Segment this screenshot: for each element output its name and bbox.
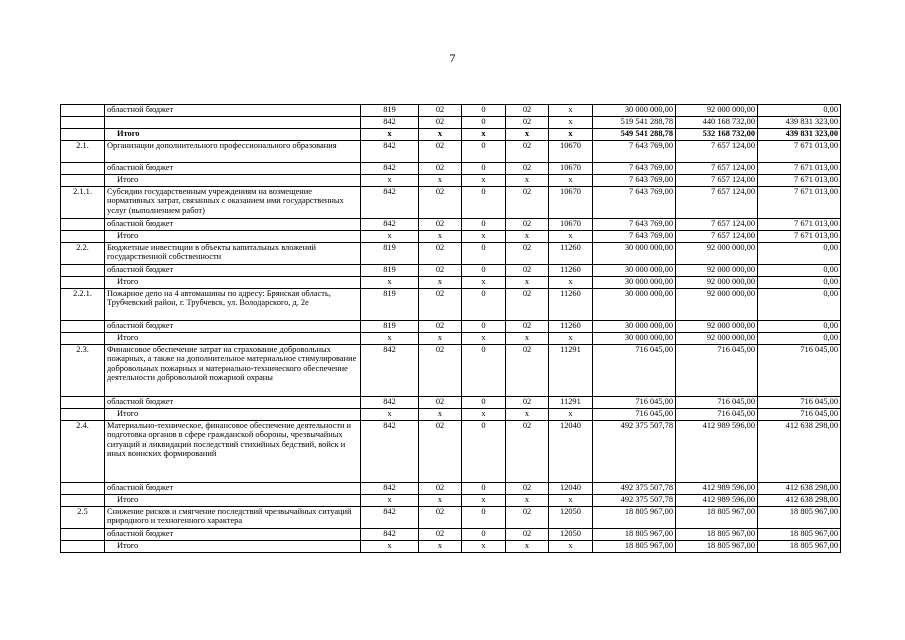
table-row (61, 187, 841, 219)
program-cell: 02 (506, 321, 549, 333)
amount-year-3-cell: 439 831 323,00 (758, 129, 841, 141)
amount-year-3-cell: 439 831 323,00 (758, 117, 841, 129)
direction-code-cell: x (549, 277, 593, 289)
section-cell: 02 (419, 483, 462, 495)
budget-table (60, 104, 841, 553)
grbs-cell: 842 (361, 187, 419, 219)
row-name-cell: Финансовое обеспечение затрат на страхование добровольных пожарных, а также на дополнительное материальное стимулирование добровольных пожарных и материально-технического обеспечение деятельности добровольной пожарной охраны (105, 345, 361, 397)
row-name-cell: Итого (105, 333, 361, 345)
table-row (61, 507, 841, 529)
table-row (61, 409, 841, 421)
grbs-cell: x (361, 495, 419, 507)
direction-code-cell: x (549, 231, 593, 243)
amount-year-2-cell: 7 657 124,00 (676, 219, 758, 231)
amount-year-2-cell: 18 805 967,00 (676, 507, 758, 529)
row-number-cell (61, 231, 105, 243)
amount-year-2-cell: 716 045,00 (676, 409, 758, 421)
amount-year-1-cell: 18 805 967,00 (593, 529, 676, 541)
row-number-cell (61, 277, 105, 289)
row-name-cell: Организации дополнительного профессионального образования (105, 141, 361, 163)
grbs-cell: x (361, 541, 419, 553)
amount-year-1-cell: 30 000 000,00 (593, 243, 676, 265)
amount-year-1-cell: 30 000 000,00 (593, 333, 676, 345)
row-number-cell (61, 397, 105, 409)
grbs-cell: 842 (361, 507, 419, 529)
row-name-cell (105, 117, 361, 129)
program-cell: 02 (506, 345, 549, 397)
direction-code-cell: 12040 (549, 421, 593, 483)
grbs-cell: x (361, 409, 419, 421)
subsection-cell: 0 (462, 507, 506, 529)
row-name-cell: Итого (105, 495, 361, 507)
amount-year-2-cell: 92 000 000,00 (676, 277, 758, 289)
direction-code-cell: 11260 (549, 265, 593, 277)
section-cell: 02 (419, 507, 462, 529)
amount-year-1-cell: 7 643 769,00 (593, 187, 676, 219)
subsection-cell: 0 (462, 321, 506, 333)
direction-code-cell: x (549, 409, 593, 421)
direction-code-cell: x (549, 175, 593, 187)
table-row (61, 243, 841, 265)
section-cell: x (419, 231, 462, 243)
section-cell: 02 (419, 421, 462, 483)
table-row (61, 321, 841, 333)
amount-year-2-cell: 716 045,00 (676, 345, 758, 397)
direction-code-cell: 12050 (549, 529, 593, 541)
amount-year-1-cell: 30 000 000,00 (593, 289, 676, 321)
row-number-cell (61, 495, 105, 507)
table-row (61, 495, 841, 507)
amount-year-3-cell: 7 671 013,00 (758, 141, 841, 163)
table-row (61, 141, 841, 163)
program-cell: x (506, 231, 549, 243)
amount-year-3-cell: 7 671 013,00 (758, 231, 841, 243)
subsection-cell: x (462, 129, 506, 141)
row-name-cell: Бюджетные инвестиции в объекты капитальных вложений государственной собственности (105, 243, 361, 265)
amount-year-3-cell: 0,00 (758, 321, 841, 333)
direction-code-cell: 11291 (549, 345, 593, 397)
direction-code-cell: 11260 (549, 321, 593, 333)
section-cell: 02 (419, 265, 462, 277)
direction-code-cell: 11260 (549, 243, 593, 265)
row-number-cell (61, 529, 105, 541)
amount-year-3-cell: 412 638 298,00 (758, 495, 841, 507)
grbs-cell: 842 (361, 163, 419, 175)
row-number-cell: 2.2. (61, 243, 105, 265)
subsection-cell: 0 (462, 219, 506, 231)
row-name-cell: Итого (105, 231, 361, 243)
amount-year-1-cell: 30 000 000,00 (593, 321, 676, 333)
program-cell: 02 (506, 483, 549, 495)
amount-year-3-cell: 7 671 013,00 (758, 219, 841, 231)
row-number-cell: 2.3. (61, 345, 105, 397)
table-row (61, 483, 841, 495)
grbs-cell: 842 (361, 219, 419, 231)
table-row (61, 277, 841, 289)
amount-year-1-cell: 716 045,00 (593, 409, 676, 421)
subsection-cell: 0 (462, 163, 506, 175)
amount-year-2-cell: 92 000 000,00 (676, 321, 758, 333)
amount-year-2-cell: 440 168 732,00 (676, 117, 758, 129)
row-name-cell: Итого (105, 175, 361, 187)
amount-year-1-cell: 492 375 507,78 (593, 483, 676, 495)
program-cell: 02 (506, 421, 549, 483)
table-row (61, 333, 841, 345)
amount-year-2-cell: 716 045,00 (676, 397, 758, 409)
row-number-cell (61, 129, 105, 141)
grbs-cell: x (361, 231, 419, 243)
amount-year-2-cell: 412 989 596,00 (676, 483, 758, 495)
amount-year-3-cell: 7 671 013,00 (758, 163, 841, 175)
subsection-cell: 0 (462, 289, 506, 321)
amount-year-1-cell: 30 000 000,00 (593, 277, 676, 289)
amount-year-2-cell: 92 000 000,00 (676, 105, 758, 117)
amount-year-1-cell: 716 045,00 (593, 397, 676, 409)
amount-year-2-cell: 18 805 967,00 (676, 541, 758, 553)
page-number: 7 (449, 51, 456, 65)
direction-code-cell: 12040 (549, 483, 593, 495)
amount-year-1-cell: 7 643 769,00 (593, 141, 676, 163)
grbs-cell: x (361, 129, 419, 141)
program-cell: 02 (506, 397, 549, 409)
subsection-cell: 0 (462, 243, 506, 265)
subsection-cell: x (462, 409, 506, 421)
amount-year-3-cell: 0,00 (758, 105, 841, 117)
amount-year-3-cell: 716 045,00 (758, 397, 841, 409)
section-cell: x (419, 495, 462, 507)
amount-year-1-cell: 492 375 507,78 (593, 421, 676, 483)
row-name-cell: областной бюджет (105, 397, 361, 409)
table-row (61, 105, 841, 117)
program-cell: 02 (506, 105, 549, 117)
subsection-cell: x (462, 231, 506, 243)
section-cell: x (419, 175, 462, 187)
program-cell: 02 (506, 265, 549, 277)
section-cell: 02 (419, 289, 462, 321)
grbs-cell: 842 (361, 529, 419, 541)
program-cell: 02 (506, 117, 549, 129)
amount-year-2-cell: 412 989 596,00 (676, 421, 758, 483)
direction-code-cell: 10670 (549, 187, 593, 219)
table-row (61, 397, 841, 409)
section-cell: 02 (419, 163, 462, 175)
table-row (61, 529, 841, 541)
amount-year-2-cell: 532 168 732,00 (676, 129, 758, 141)
subsection-cell: 0 (462, 141, 506, 163)
amount-year-3-cell: 0,00 (758, 243, 841, 265)
grbs-cell: 819 (361, 243, 419, 265)
section-cell: x (419, 541, 462, 553)
program-cell: 02 (506, 507, 549, 529)
section-cell: 02 (419, 219, 462, 231)
row-number-cell (61, 541, 105, 553)
row-number-cell (61, 175, 105, 187)
amount-year-3-cell: 18 805 967,00 (758, 541, 841, 553)
program-cell: x (506, 495, 549, 507)
table-row (61, 117, 841, 129)
subsection-cell: 0 (462, 397, 506, 409)
row-name-cell: Итого (105, 541, 361, 553)
row-number-cell: 2.2.1. (61, 289, 105, 321)
grbs-cell: x (361, 333, 419, 345)
row-name-cell: Итого (105, 409, 361, 421)
grbs-cell: x (361, 175, 419, 187)
amount-year-1-cell: 716 045,00 (593, 345, 676, 397)
table-row (61, 421, 841, 483)
program-cell: x (506, 409, 549, 421)
row-number-cell: 2.4. (61, 421, 105, 483)
amount-year-3-cell: 0,00 (758, 277, 841, 289)
program-cell: 02 (506, 219, 549, 231)
section-cell: x (419, 129, 462, 141)
row-number-cell (61, 409, 105, 421)
amount-year-1-cell: 492 375 507,78 (593, 495, 676, 507)
program-cell: x (506, 333, 549, 345)
direction-code-cell: 11291 (549, 397, 593, 409)
row-name-cell: Материально-техническое, финансовое обеспечение деятельности и подготовка органов в сфере гражданской обороны, чрезвычайных ситуаций и ликвидации последствий стихийных бедствий, войск и иных воинских формирований (105, 421, 361, 483)
program-cell: 02 (506, 529, 549, 541)
amount-year-2-cell: 18 805 967,00 (676, 529, 758, 541)
program-cell: x (506, 277, 549, 289)
row-number-cell (61, 265, 105, 277)
amount-year-1-cell: 7 643 769,00 (593, 163, 676, 175)
amount-year-3-cell: 18 805 967,00 (758, 529, 841, 541)
section-cell: 02 (419, 345, 462, 397)
table-row (61, 175, 841, 187)
grbs-cell: 819 (361, 321, 419, 333)
amount-year-2-cell: 7 657 124,00 (676, 141, 758, 163)
direction-code-cell: x (549, 105, 593, 117)
section-cell: 02 (419, 397, 462, 409)
section-cell: 02 (419, 321, 462, 333)
amount-year-3-cell: 716 045,00 (758, 345, 841, 397)
program-cell: 02 (506, 141, 549, 163)
program-cell: x (506, 175, 549, 187)
subsection-cell: 0 (462, 187, 506, 219)
amount-year-3-cell: 18 805 967,00 (758, 507, 841, 529)
amount-year-2-cell: 7 657 124,00 (676, 231, 758, 243)
direction-code-cell: 10670 (549, 141, 593, 163)
amount-year-1-cell: 30 000 000,00 (593, 105, 676, 117)
row-name-cell: областной бюджет (105, 483, 361, 495)
grbs-cell: 842 (361, 345, 419, 397)
table-row (61, 289, 841, 321)
amount-year-1-cell: 30 000 000,00 (593, 265, 676, 277)
row-name-cell: Итого (105, 277, 361, 289)
direction-code-cell: x (549, 117, 593, 129)
row-number-cell (61, 321, 105, 333)
section-cell: x (419, 409, 462, 421)
amount-year-3-cell: 0,00 (758, 265, 841, 277)
amount-year-2-cell: 7 657 124,00 (676, 175, 758, 187)
table-row (61, 541, 841, 553)
table-row (61, 163, 841, 175)
amount-year-3-cell: 7 671 013,00 (758, 187, 841, 219)
grbs-cell: 842 (361, 141, 419, 163)
grbs-cell: x (361, 277, 419, 289)
subsection-cell: 0 (462, 117, 506, 129)
program-cell: 02 (506, 289, 549, 321)
grbs-cell: 842 (361, 117, 419, 129)
subsection-cell: 0 (462, 529, 506, 541)
amount-year-1-cell: 18 805 967,00 (593, 507, 676, 529)
amount-year-3-cell: 412 638 298,00 (758, 483, 841, 495)
amount-year-2-cell: 92 000 000,00 (676, 243, 758, 265)
subsection-cell: x (462, 541, 506, 553)
amount-year-1-cell: 7 643 769,00 (593, 231, 676, 243)
table-body (61, 105, 841, 553)
direction-code-cell: x (549, 541, 593, 553)
direction-code-cell: x (549, 333, 593, 345)
section-cell: 02 (419, 141, 462, 163)
amount-year-2-cell: 7 657 124,00 (676, 163, 758, 175)
direction-code-cell: x (549, 495, 593, 507)
section-cell: 02 (419, 187, 462, 219)
grbs-cell: 842 (361, 397, 419, 409)
row-name-cell: Снижение рисков и смягчение последствий чрезвычайных ситуаций природного и техногенного характера (105, 507, 361, 529)
row-name-cell: областной бюджет (105, 265, 361, 277)
subsection-cell: x (462, 277, 506, 289)
amount-year-2-cell: 412 989 596,00 (676, 495, 758, 507)
direction-code-cell: 10670 (549, 163, 593, 175)
section-cell: x (419, 333, 462, 345)
row-name-cell: Итого (105, 129, 361, 141)
program-cell: 02 (506, 243, 549, 265)
row-name-cell: Пожарное депо на 4 автомашины по адресу: Брянская область, Трубчевский район, г. Трубчевск, ул. Володарского, д. 2е (105, 289, 361, 321)
row-number-cell (61, 333, 105, 345)
row-number-cell: 2.1.1. (61, 187, 105, 219)
subsection-cell: x (462, 175, 506, 187)
amount-year-3-cell: 716 045,00 (758, 409, 841, 421)
row-number-cell (61, 483, 105, 495)
row-name-cell: Субсидии государственным учреждениям на возмещение нормативных затрат, связанных с оказанием ими государственных услуг (выполнением работ) (105, 187, 361, 219)
row-name-cell: областной бюджет (105, 321, 361, 333)
amount-year-2-cell: 92 000 000,00 (676, 333, 758, 345)
row-number-cell: 2.5 (61, 507, 105, 529)
table-row (61, 265, 841, 277)
subsection-cell: x (462, 333, 506, 345)
amount-year-3-cell: 412 638 298,00 (758, 421, 841, 483)
direction-code-cell: 11260 (549, 289, 593, 321)
direction-code-cell: x (549, 129, 593, 141)
table-row (61, 345, 841, 397)
amount-year-1-cell: 549 541 288,78 (593, 129, 676, 141)
row-number-cell (61, 163, 105, 175)
section-cell: 02 (419, 243, 462, 265)
section-cell: 02 (419, 117, 462, 129)
subsection-cell: 0 (462, 105, 506, 117)
section-cell: x (419, 277, 462, 289)
subsection-cell: 0 (462, 345, 506, 397)
amount-year-1-cell: 519 541 288,78 (593, 117, 676, 129)
grbs-cell: 819 (361, 289, 419, 321)
amount-year-3-cell: 7 671 013,00 (758, 175, 841, 187)
table-row (61, 219, 841, 231)
grbs-cell: 842 (361, 421, 419, 483)
amount-year-3-cell: 0,00 (758, 333, 841, 345)
amount-year-1-cell: 18 805 967,00 (593, 541, 676, 553)
subsection-cell: x (462, 495, 506, 507)
program-cell: x (506, 541, 549, 553)
row-number-cell (61, 105, 105, 117)
grbs-cell: 819 (361, 265, 419, 277)
section-cell: 02 (419, 105, 462, 117)
row-name-cell: областной бюджет (105, 219, 361, 231)
amount-year-3-cell: 0,00 (758, 289, 841, 321)
direction-code-cell: 12050 (549, 507, 593, 529)
row-number-cell (61, 219, 105, 231)
amount-year-1-cell: 7 643 769,00 (593, 175, 676, 187)
row-name-cell: областной бюджет (105, 105, 361, 117)
row-name-cell: областной бюджет (105, 529, 361, 541)
row-number-cell: 2.1. (61, 141, 105, 163)
section-cell: 02 (419, 529, 462, 541)
subsection-cell: 0 (462, 421, 506, 483)
program-cell: x (506, 129, 549, 141)
direction-code-cell: 10670 (549, 219, 593, 231)
program-cell: 02 (506, 163, 549, 175)
subsection-cell: 0 (462, 483, 506, 495)
grbs-cell: 819 (361, 105, 419, 117)
grbs-cell: 842 (361, 483, 419, 495)
amount-year-1-cell: 7 643 769,00 (593, 219, 676, 231)
amount-year-2-cell: 92 000 000,00 (676, 289, 758, 321)
program-cell: 02 (506, 187, 549, 219)
table-row (61, 129, 841, 141)
amount-year-2-cell: 7 657 124,00 (676, 187, 758, 219)
row-name-cell: областной бюджет (105, 163, 361, 175)
amount-year-2-cell: 92 000 000,00 (676, 265, 758, 277)
row-number-cell (61, 117, 105, 129)
subsection-cell: 0 (462, 265, 506, 277)
table-row (61, 231, 841, 243)
